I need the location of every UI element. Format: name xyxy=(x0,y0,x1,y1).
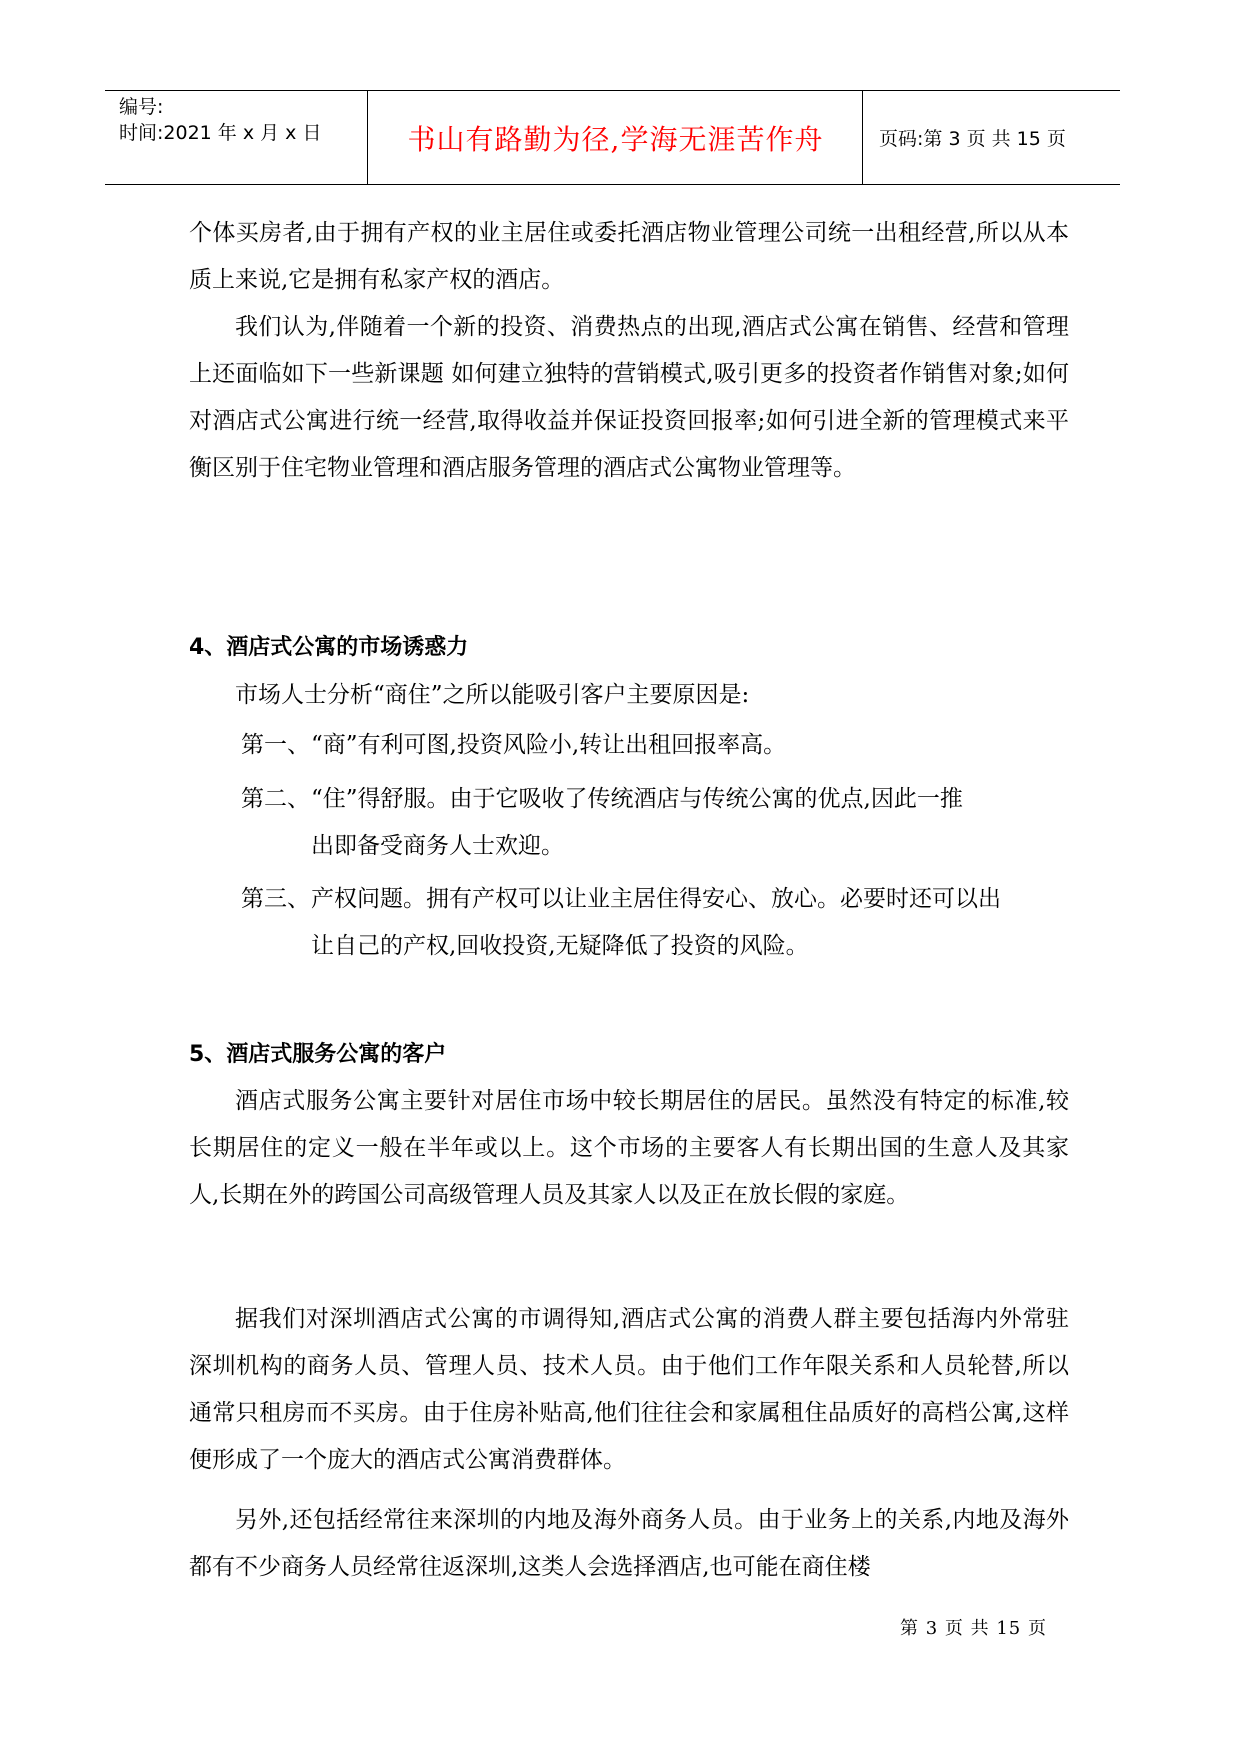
paragraph-1: 个体买房者,由于拥有产权的业主居住或委托酒店物业管理公司统一出租经营,所以从本质上来说,它是拥有私家产权的酒店。 xyxy=(189,220,1069,293)
list-item-continuation: 让自己的产权,回收投资,无疑降低了投资的风险。 xyxy=(311,933,809,959)
list-item-text: “商”有利可图,投资风险小,转让出租回报率高。 xyxy=(311,732,787,758)
list-item-label: 第三、 xyxy=(241,886,310,912)
page-footer: 第 3 页 共 15 页 xyxy=(900,1618,1047,1639)
header-meta xyxy=(105,91,368,184)
list-item-continuation: 出即备受商务人士欢迎。 xyxy=(311,833,564,859)
paragraph-5b: 据我们对深圳酒店式公寓的市调得知,酒店式公寓的消费人群主要包括海内外常驻深圳机构的商务人员、管理人员、技术人员。由于他们工作年限关系和人员轮替,所以通常只租房而不买房。由于住房补贴高,他们往往会和家属租住品质好的高档公寓,这样便形成了一个庞大的酒店式公寓消费群体。 xyxy=(189,1306,1069,1473)
list-item-text: “住”得舒服。由于它吸收了传统酒店与传统公寓的优点,因此一推 xyxy=(311,786,963,812)
section-5-heading: 5、酒店式服务公寓的客户 xyxy=(189,1042,447,1067)
paragraph-5c: 另外,还包括经常往来深圳的内地及海外商务人员。由于业务上的关系,内地及海外都有不少商务人员经常往返深圳,这类人会选择酒店,也可能在商住楼 xyxy=(189,1507,1069,1580)
list-item-label: 第二、 xyxy=(241,786,310,812)
time-label: 时间:2021 年 x 月 x 日 xyxy=(119,122,322,144)
list-item-text: 产权问题。拥有产权可以让业主居住得安心、放心。必要时还可以出 xyxy=(311,886,1001,912)
list-item xyxy=(241,722,1069,769)
header-motto: 书山有路勤为径,学海无涯苦作舟 xyxy=(407,122,824,156)
page-header xyxy=(105,90,1120,185)
list-item-label: 第一、 xyxy=(241,732,310,758)
list-item xyxy=(241,776,1069,870)
paragraph-5a: 酒店式服务公寓主要针对居住市场中较长期居住的居民。虽然没有特定的标准,较长期居住的定义一般在半年或以上。这个市场的主要客人有长期出国的生意人及其家人,长期在外的跨国公司高级管理人员及其家人以及正在放长假的家庭。 xyxy=(189,1088,1069,1208)
header-motto-cell xyxy=(369,91,863,184)
section-4-heading: 4、酒店式公寓的市场诱惑力 xyxy=(189,635,469,660)
list-item xyxy=(241,876,1069,970)
section-4-intro: 市场人士分析“商住”之所以能吸引客户主要原因是: xyxy=(235,682,750,708)
number-label: 编号: xyxy=(119,96,164,118)
header-page-cell xyxy=(865,91,1120,184)
paragraph-2: 我们认为,伴随着一个新的投资、消费热点的出现,酒店式公寓在销售、经营和管理上还面临如下一些新课题 如何建立独特的营销模式,吸引更多的投资者作销售对象;如何对酒店式公寓进行统一经营,取得收益并保证投资回报率;如何引进全新的管理模式来平衡区别于住宅物业管理和酒店服务管理的酒店式公寓物业管理等。 xyxy=(189,314,1069,481)
header-page-code: 页码:第 3 页 共 15 页 xyxy=(879,128,1066,150)
